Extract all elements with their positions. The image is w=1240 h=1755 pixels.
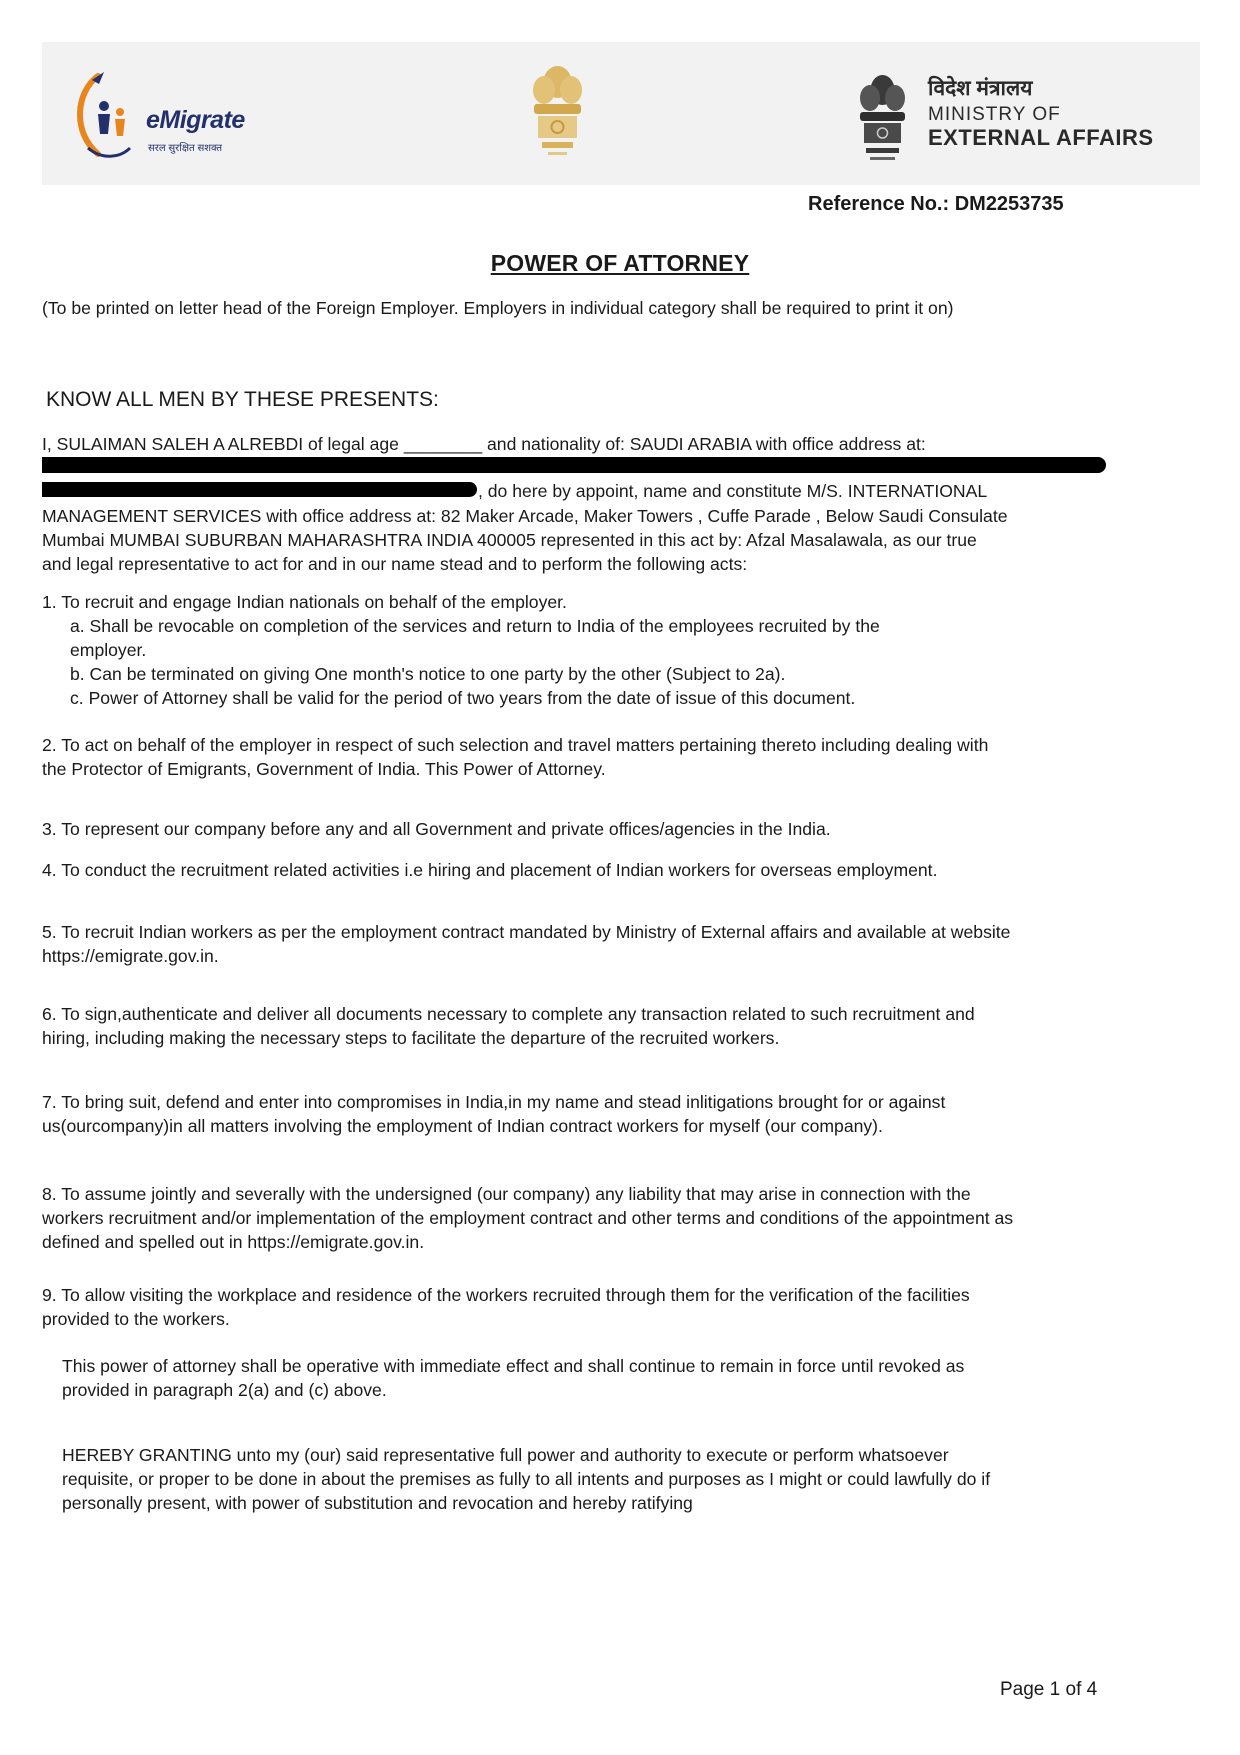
item-3: 3. To represent our company before any and all Government and private offices/agencies in the India. xyxy=(42,819,831,839)
hereby-line-3: personally present, with power of substitution and revocation and hereby ratifying xyxy=(62,1493,693,1513)
emigrate-figure-icon xyxy=(68,62,138,172)
item-1b: b. Can be terminated on giving One month's notice to one party by the other (Subject to 2a). xyxy=(70,664,786,684)
intro-line-4: MANAGEMENT SERVICES with office address at: 82 Maker Arcade, Maker Towers , Cuffe Parade , Below Saudi Consulate xyxy=(42,506,1008,526)
reference-number: Reference No.: DM2253735 xyxy=(808,193,1064,215)
item-1: 1. To recruit and engage Indian nationals on behalf of the employer. xyxy=(42,592,567,612)
mea-line-1: MINISTRY OF xyxy=(928,104,1061,125)
ashoka-emblem-icon xyxy=(850,70,915,166)
item-2-line-2: the Protector of Emigrants, Government of India. This Power of Attorney. xyxy=(42,759,606,779)
hereby-line-1: HEREBY GRANTING unto my (our) said representative full power and authority to execute or perform whatsoever xyxy=(62,1445,949,1465)
intro-line-1: I, SULAIMAN SALEH A ALREBDI of legal age ________ and nationality of: SAUDI ARABIA with office address at: xyxy=(42,434,926,454)
mea-hindi-name: विदेश मंत्रालय xyxy=(928,77,1033,100)
emigrate-wordmark: eMigrate xyxy=(146,106,245,134)
redacted-address-2 xyxy=(42,482,477,497)
item-6-line-2: hiring, including making the necessary steps to facilitate the departure of the recruited workers. xyxy=(42,1028,780,1048)
mea-logo xyxy=(850,70,1190,170)
item-8-line-3: defined and spelled out in https://emigrate.gov.in. xyxy=(42,1232,425,1252)
intro-line-6: and legal representative to act for and in our name stead and to perform the following acts: xyxy=(42,554,748,574)
subtitle-note: (To be printed on letter head of the Foreign Employer. Employers in individual category shall be required to print it on) xyxy=(42,298,954,318)
national-emblem-icon xyxy=(520,60,595,162)
item-5-line-1: 5. To recruit Indian workers as per the employment contract mandated by Ministry of External affairs and available at website xyxy=(42,922,1011,942)
item-2-line-1: 2. To act on behalf of the employer in respect of such selection and travel matters pertaining thereto including dealing with xyxy=(42,735,989,755)
item-1a-cont: employer. xyxy=(70,640,147,660)
operative-line-1: This power of attorney shall be operative with immediate effect and shall continue to remain in force until revoked as xyxy=(62,1356,965,1376)
document-title: POWER OF ATTORNEY xyxy=(490,250,750,276)
mea-line-2: EXTERNAL AFFAIRS xyxy=(928,125,1154,150)
intro-line-3: , do here by appoint, name and constitute M/S. INTERNATIONAL xyxy=(478,481,988,501)
item-5-line-2: https://emigrate.gov.in. xyxy=(42,946,219,966)
redacted-address-1 xyxy=(42,457,1106,473)
item-9-line-1: 9. To allow visiting the workplace and residence of the workers recruited through them for the verification of the facilities xyxy=(42,1285,970,1305)
item-8-line-2: workers recruitment and/or implementation of the employment contract and other terms and conditions of the appointment as xyxy=(42,1208,1014,1228)
item-7-line-1: 7. To bring suit, defend and enter into compromises in India,in my name and stead inlitigations brought for or against xyxy=(42,1092,946,1112)
item-7-line-2: us(ourcompany)in all matters involving the employment of Indian contract workers for myself (our company). xyxy=(42,1116,883,1136)
intro-line-5: Mumbai MUMBAI SUBURBAN MAHARASHTRA INDIA 400005 represented in this act by: Afzal Masalawala, as our true xyxy=(42,530,977,550)
intro-heading: KNOW ALL MEN BY THESE PRESENTS: xyxy=(46,388,439,411)
page-number: Page 1 of 4 xyxy=(1000,1679,1098,1700)
emigrate-tagline: सरल सुरक्षित सशक्त xyxy=(148,143,223,154)
item-4: 4. To conduct the recruitment related activities i.e hiring and placement of Indian workers for overseas employment. xyxy=(42,860,938,880)
hereby-line-2: requisite, or proper to be done in about the premises as fully to all intents and purposes as I might or could lawfully do if xyxy=(62,1469,991,1489)
item-9-line-2: provided to the workers. xyxy=(42,1309,230,1329)
emigrate-logo xyxy=(68,62,278,172)
item-1c: c. Power of Attorney shall be valid for the period of two years from the date of issue of this document. xyxy=(70,688,856,708)
item-6-line-1: 6. To sign,authenticate and deliver all documents necessary to complete any transaction related to such recruitment and xyxy=(42,1004,975,1024)
operative-line-2: provided in paragraph 2(a) and (c) above. xyxy=(62,1380,387,1400)
item-1a: a. Shall be revocable on completion of the services and return to India of the employees recruited by the xyxy=(70,616,880,636)
item-8-line-1: 8. To assume jointly and severally with the undersigned (our company) any liability that may arise in connection with the xyxy=(42,1184,971,1204)
